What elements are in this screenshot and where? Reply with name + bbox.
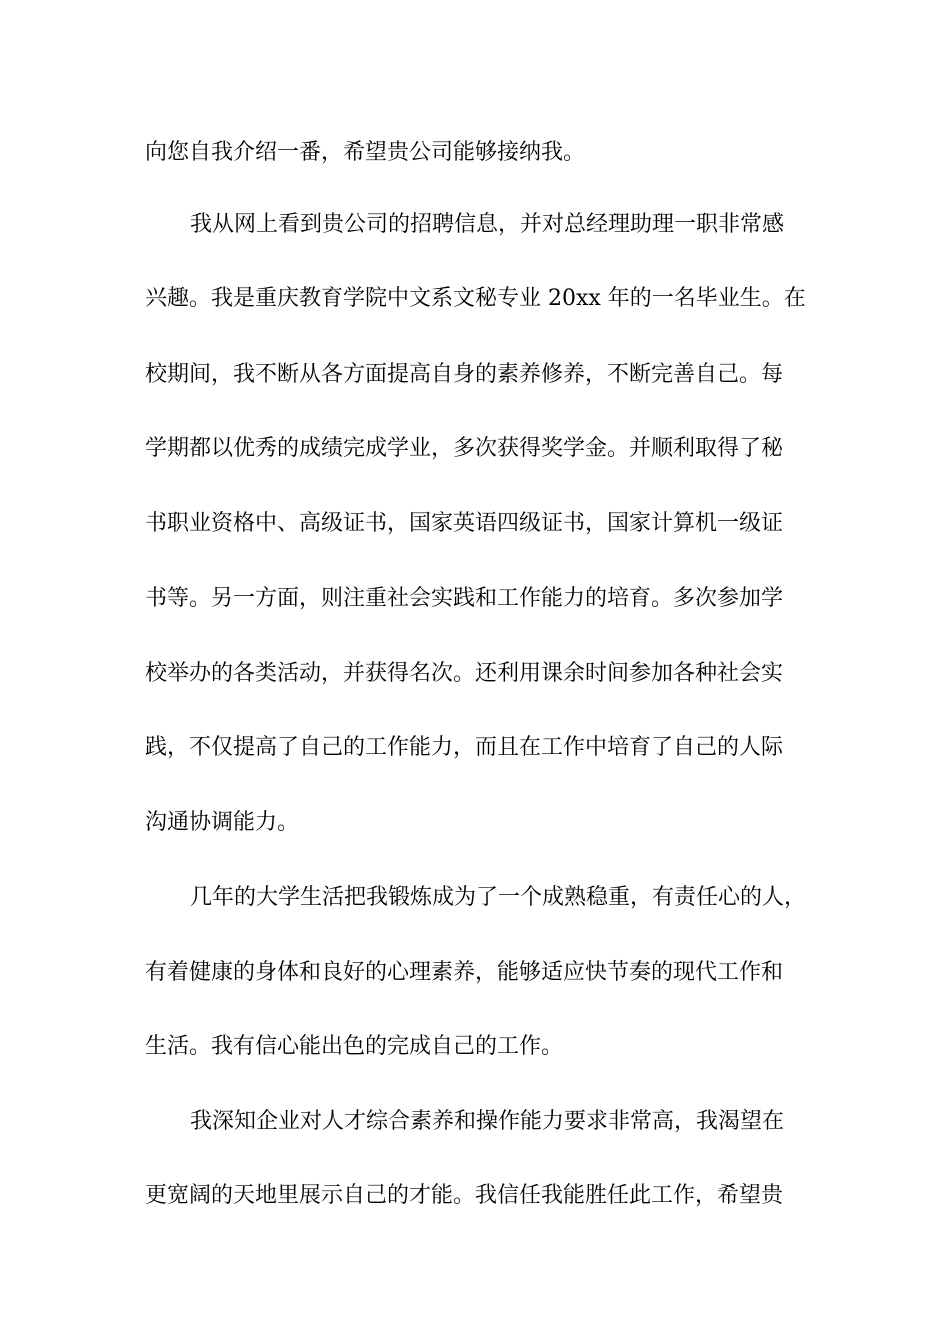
text-line: 沟通协调能力。 (145, 810, 300, 835)
text-line: 兴趣。我是重庆教育学院中文系文秘专业 20xx 年的一名毕业生。在 (145, 286, 806, 311)
text-line: 校举办的各类活动，并获得名次。还利用课余时间参加各种社会实 (145, 661, 784, 686)
text-line: 更宽阔的天地里展示自己的才能。我信任我能胜任此工作，希望贵 (145, 1183, 784, 1208)
text-line: 书职业资格中、高级证书，国家英语四级证书，国家计算机一级证 (145, 511, 784, 536)
text-line: 学期都以优秀的成绩完成学业，多次获得奖学金。并顺利取得了秘 (145, 436, 784, 461)
text-line: 有着健康的身体和良好的心理素养，能够适应快节奏的现代工作和 (145, 960, 784, 985)
text-line: 我从网上看到贵公司的招聘信息，并对总经理助理一职非常感 (190, 212, 785, 237)
text-line: 我深知企业对人才综合素养和操作能力要求非常高，我渴望在 (190, 1109, 785, 1134)
text-line: 生活。我有信心能出色的完成自己的工作。 (145, 1034, 564, 1059)
text-line: 几年的大学生活把我锻炼成为了一个成熟稳重，有责任心的人， (190, 885, 807, 910)
text-line: 书等。另一方面，则注重社会实践和工作能力的培育。多次参加学 (145, 586, 784, 611)
text-line: 校期间，我不断从各方面提高自身的素养修养，不断完善自己。每 (145, 362, 784, 387)
text-line: 向您自我介绍一番，希望贵公司能够接纳我。 (145, 140, 586, 165)
text-line: 践，不仅提高了自己的工作能力，而且在工作中培育了自己的人际 (145, 735, 784, 760)
